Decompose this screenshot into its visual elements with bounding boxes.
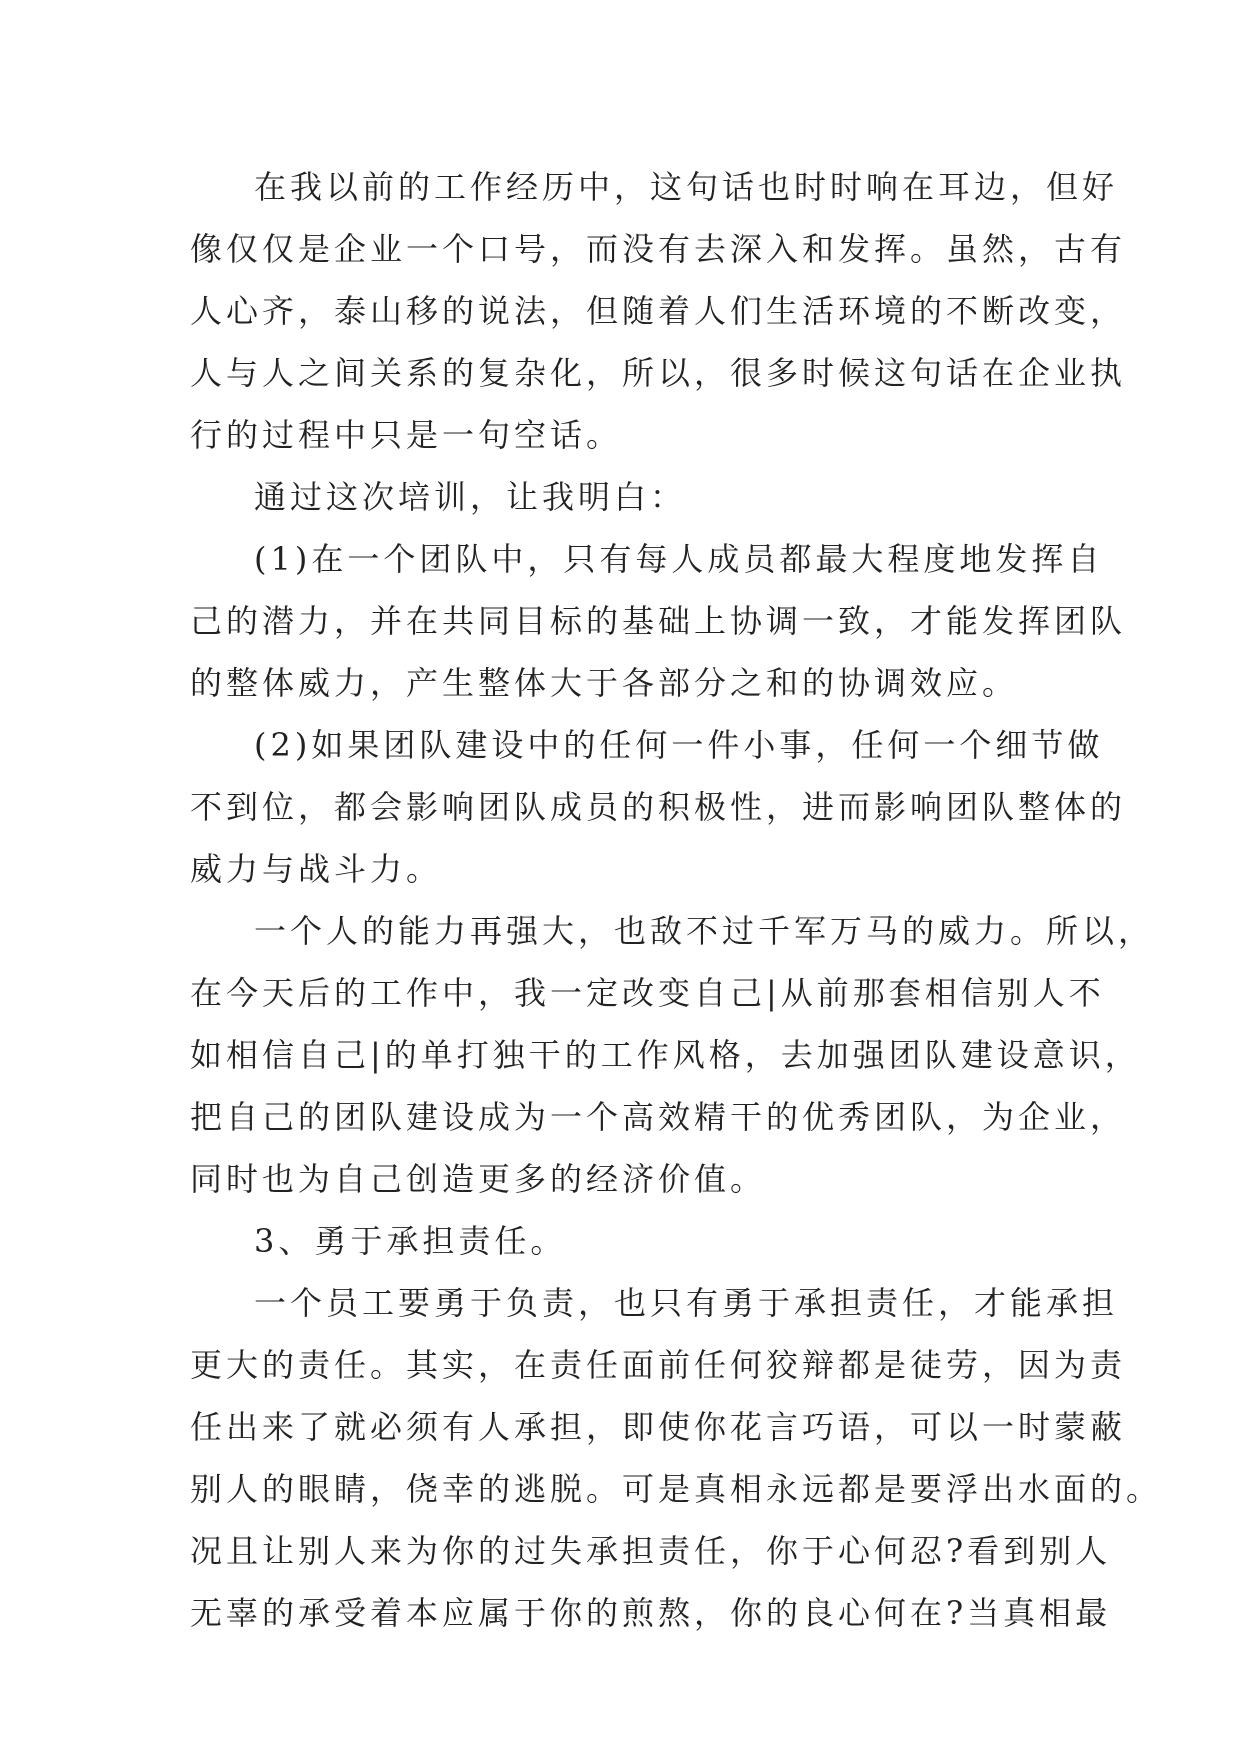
document-body [190, 156, 1163, 1644]
text-line: 人与人之间关系的复杂化，所以，很多时候这句话在企业执 [190, 354, 1127, 392]
text-line: 的整体威力，产生整体大于各部分之和的协调效应。 [190, 664, 1019, 702]
section-heading [190, 1210, 1065, 1272]
text-line: 3、勇于承担责任。 [254, 1222, 567, 1260]
text-line: 任出来了就必须有人承担，即使你花言巧语，可以一时蒙蔽 [190, 1408, 1127, 1446]
text-line: (2)如果团队建设中的任何一件小事，任何一个细节做 [254, 726, 1104, 764]
paragraph [190, 528, 1127, 714]
paragraph [190, 1272, 1163, 1644]
text-line: 无辜的承受着本应属于你的煎熬，你的良心何在?当真相最 [190, 1594, 1112, 1632]
text-line: 通过这次培训，让我明白： [254, 478, 687, 516]
text-line: 同时也为自己创造更多的经济价值。 [190, 1160, 767, 1198]
text-line: 在我以前的工作经历中，这句话也时时响在耳边，但好 [254, 168, 1119, 206]
text-line: 不到位，都会影响团队成员的积极性，进而影响团队整体的 [190, 788, 1127, 826]
text-line: 更大的责任。其实，在责任面前任何狡辩都是徒劳，因为责 [190, 1346, 1127, 1384]
paragraph [190, 900, 1155, 1210]
text-line: 把自己的团队建设成为一个高效精干的优秀团队，为企业， [190, 1098, 1127, 1136]
text-line: 别人的眼睛，侥幸的逃脱。可是真相永远都是要浮出水面的。 [190, 1470, 1163, 1508]
text-line: (1)在一个团队中，只有每人成员都最大程度地发挥自 [254, 540, 1104, 578]
paragraph [190, 466, 1065, 528]
paragraph [190, 714, 1127, 900]
text-line: 在今天后的工作中，我一定改变自己|从前那套相信别人不 [190, 974, 1105, 1012]
paragraph [190, 156, 1127, 466]
text-line: 况且让别人来为你的过失承担责任，你于心何忍?看到别人 [190, 1532, 1112, 1570]
text-line: 一个人的能力再强大，也敌不过千军万马的威力。所以， [254, 912, 1155, 950]
text-line: 像仅仅是企业一个口号，而没有去深入和发挥。虽然，古有 [190, 230, 1127, 268]
text-line: 威力与战斗力。 [190, 850, 443, 888]
text-line: 人心齐，泰山移的说法，但随着人们生活环境的不断改变， [190, 292, 1127, 330]
text-line: 行的过程中只是一句空话。 [190, 416, 623, 454]
text-line: 一个员工要勇于负责，也只有勇于承担责任，才能承担 [254, 1284, 1119, 1322]
text-line: 如相信自己|的单打独干的工作风格，去加强团队建设意识， [190, 1036, 1141, 1074]
text-line: 己的潜力，并在共同目标的基础上协调一致，才能发挥团队 [190, 602, 1127, 640]
